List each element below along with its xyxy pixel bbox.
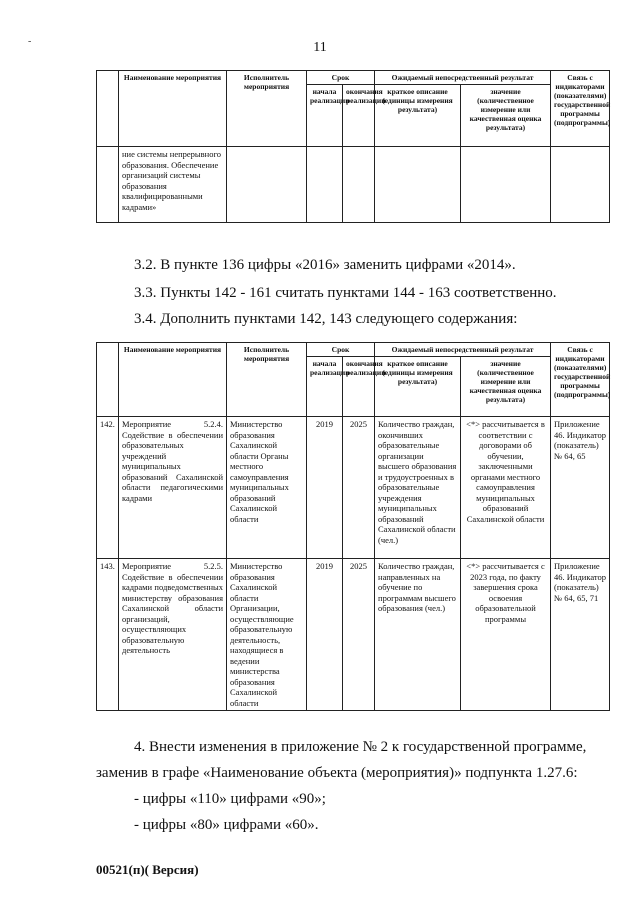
measures-table-continued <box>96 70 610 223</box>
header-end: окончания реализации <box>343 85 375 147</box>
table-cell <box>307 147 343 223</box>
header-link: Связь с индикаторами (показателями) государственной программы (подпрограммы) <box>551 71 610 147</box>
header-value: значение (количественное измерение или качественная оценка результата) <box>461 357 551 417</box>
header-executor: Исполнитель мероприятия <box>227 71 307 147</box>
header-brief: краткое описание (единицы измерения результата) <box>375 85 461 147</box>
header-start: начала реализации <box>307 85 343 147</box>
header-executor: Исполнитель мероприятия <box>227 343 307 417</box>
table-row <box>97 417 610 559</box>
row-link: Приложение 46. Индикатор (показатель) № 64, 65, 71 <box>551 559 610 711</box>
paragraph-3-3: 3.3. Пункты 142 - 161 считать пунктами 144 - 163 соответственно. <box>134 285 557 301</box>
header-expected: Ожидаемый непосредственный результат <box>375 71 551 85</box>
corner-mark: - <box>28 36 32 47</box>
header-number <box>97 343 119 417</box>
row-value: <*> рассчитывается с 2023 года, по факту завершения срока освоения образовательной программы <box>461 559 551 711</box>
document-footer: 00521(п)( Версия) <box>96 862 199 877</box>
header-expected: Ожидаемый непосредственный результат <box>375 343 551 357</box>
paragraph-4: 4. Внести изменения в приложение № 2 к государственной программе, <box>134 739 587 755</box>
header-link: Связь с индикаторами (показателями) государственной программы (подпрограммы) <box>551 343 610 417</box>
header-name: Наименование мероприятия <box>119 343 227 417</box>
row-start: 2019 <box>307 417 343 559</box>
table-cell <box>461 147 551 223</box>
header-term: Срок <box>307 343 375 357</box>
row-name: Мероприятие 5.2.4. Содействие в обеспечении образовательных учреждений муниципальных образований Сахалинской области педагогическими кадрами <box>119 417 227 559</box>
row-number: 142. <box>97 417 119 559</box>
row-name: Мероприятие 5.2.5. Содействие в обеспечении кадрами подведомственных министерству образования Сахалинской области организаций, осуществляющих образовательную деятельность <box>119 559 227 711</box>
table-cell <box>227 147 307 223</box>
table-cell <box>375 147 461 223</box>
continuation-text: ние системы непрерывного образования. Обеспечение организаций системы образования квалифицированными кадрами» <box>119 147 227 223</box>
row-number: 143. <box>97 559 119 711</box>
table-cell <box>97 147 119 223</box>
header-end: окончания реализации <box>343 357 375 417</box>
table-cell <box>551 147 610 223</box>
header-brief: краткое описание (единицы измерения результата) <box>375 357 461 417</box>
table-cell <box>343 147 375 223</box>
header-value: значение (количественное измерение или качественная оценка результата) <box>461 85 551 147</box>
row-end: 2025 <box>343 417 375 559</box>
paragraph-4-item-1: - цифры «110» цифрами «90»; <box>134 791 326 807</box>
table-row <box>97 559 610 711</box>
paragraph-4-continued: заменив в графе «Наименование объекта (мероприятия)» подпункта 1.27.6: <box>96 765 578 781</box>
header-term: Срок <box>307 71 375 85</box>
header-name: Наименование мероприятия <box>119 71 227 147</box>
measures-table <box>96 342 610 711</box>
row-value: <*> рассчитывается в соответствии с договорами об обучении, заключенными органами местного самоуправления муниципальных образований Сахалинской области <box>461 417 551 559</box>
header-number <box>97 71 119 147</box>
page-number: 11 <box>313 40 327 55</box>
row-brief: Количество граждан, окончивших образовательные организации высшего образования и трудоустроенных в образовательные учреждения муниципальных образований Сахалинской области (чел.) <box>375 417 461 559</box>
paragraph-3-4: 3.4. Дополнить пунктами 142, 143 следующего содержания: <box>134 311 518 327</box>
row-link: Приложение 46. Индикатор (показатель) № 64, 65 <box>551 417 610 559</box>
row-start: 2019 <box>307 559 343 711</box>
paragraph-4-item-2: - цифры «80» цифрами «60». <box>134 817 319 833</box>
row-brief: Количество граждан, направленных на обучение по программам высшего образования (чел.) <box>375 559 461 711</box>
row-executor: Министерство образования Сахалинской области Органы местного самоуправления муниципальных образований Сахалинской области <box>227 417 307 559</box>
row-end: 2025 <box>343 559 375 711</box>
header-start: начала реализации <box>307 357 343 417</box>
row-executor: Министерство образования Сахалинской области Организации, осуществляющие образовательную деятельность, находящиеся в ведении министерства образования Сахалинской области <box>227 559 307 711</box>
paragraph-3-2: 3.2. В пункте 136 цифры «2016» заменить цифрами «2014». <box>134 257 516 273</box>
